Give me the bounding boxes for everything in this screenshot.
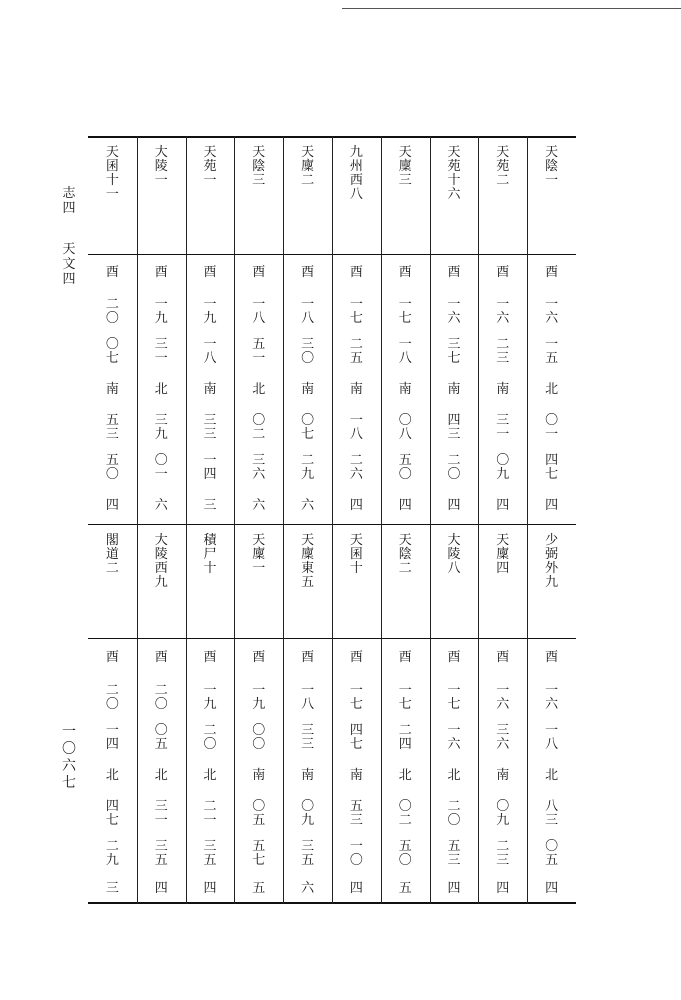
direction-cell: 酉 (154, 650, 168, 665)
value-cell: 一 八 (398, 337, 412, 366)
value-cell: 三 五 (203, 839, 217, 868)
direction-cell: 南 (496, 382, 510, 397)
direction-cell: 北 (105, 768, 119, 783)
value-cell: 一 五 (545, 337, 559, 366)
direction-cell: 北 (154, 768, 168, 783)
value-cell: 一 四 (203, 453, 217, 482)
value-cell: 〇 五 (545, 839, 559, 868)
value-cell: 四 (496, 881, 510, 896)
star-name-cell: 天 廩 四 (496, 533, 510, 576)
direction-cell: 北 (545, 382, 559, 397)
value-cell: 三 五 (154, 839, 168, 868)
value-cell: 二 〇 (105, 683, 119, 712)
value-cell: 〇 七 (301, 413, 315, 442)
value-cell: 六 (154, 498, 168, 513)
star-name-cell: 閣 道 二 (105, 533, 119, 576)
direction-cell: 酉 (203, 650, 217, 665)
value-cell: 一 六 (496, 683, 510, 712)
value-cell: 三 一 (154, 799, 168, 828)
value-cell: 一 七 (349, 297, 363, 326)
value-cell: 五 (252, 881, 266, 896)
value-cell: 三 三 (203, 413, 217, 442)
value-cell: 三 六 (496, 723, 510, 752)
star-name-cell: 積 尸 十 (203, 533, 217, 576)
star-name-cell: 天 苑 一 (203, 145, 217, 188)
direction-cell: 北 (398, 768, 412, 783)
value-cell: 四 (398, 498, 412, 513)
direction-cell: 酉 (447, 265, 461, 280)
value-cell: 〇 九 (496, 799, 510, 828)
value-cell: 二 〇 (447, 453, 461, 482)
value-cell: 四 (496, 498, 510, 513)
value-cell: 五 三 (349, 799, 363, 828)
value-cell: 〇 九 (496, 453, 510, 482)
header-volume: 志 四 (62, 186, 76, 216)
value-cell: 一 七 (349, 683, 363, 712)
value-cell: 五 〇 (105, 453, 119, 482)
value-cell: 四 (545, 881, 559, 896)
star-name-cell: 天 苑 二 (496, 145, 510, 188)
value-cell: 一 八 (545, 723, 559, 752)
value-cell: 六 (301, 881, 315, 896)
value-cell: 三 一 (154, 337, 168, 366)
header-section: 天 文 四 (62, 242, 76, 287)
value-cell: 五 七 (252, 839, 266, 868)
direction-cell: 酉 (398, 650, 412, 665)
value-cell: 一 四 (105, 723, 119, 752)
value-cell: 一 〇 (349, 839, 363, 868)
value-cell: 一 七 (398, 297, 412, 326)
direction-cell: 南 (252, 768, 266, 783)
value-cell: 二 〇 (447, 799, 461, 828)
direction-cell: 南 (105, 382, 119, 397)
direction-cell: 南 (398, 382, 412, 397)
value-cell: 三 三 (301, 723, 315, 752)
value-cell: 〇 〇 (252, 723, 266, 752)
value-cell: 二 〇 (105, 297, 119, 326)
value-cell: 一 九 (252, 683, 266, 712)
value-cell: 四 七 (105, 799, 119, 828)
value-cell: 三 六 (252, 453, 266, 482)
value-cell: 八 三 (545, 799, 559, 828)
value-cell: 二 三 (496, 337, 510, 366)
direction-cell: 南 (301, 382, 315, 397)
star-name-cell: 天 苑 十 六 (447, 145, 461, 202)
direction-cell: 酉 (545, 650, 559, 665)
direction-cell: 酉 (349, 265, 363, 280)
direction-cell: 酉 (447, 650, 461, 665)
value-cell: 四 (105, 498, 119, 513)
star-name-cell: 大 陵 八 (447, 533, 461, 576)
value-cell: 四 (447, 881, 461, 896)
value-cell: 一 九 (203, 297, 217, 326)
value-cell: 四 三 (447, 413, 461, 442)
value-cell: 〇 一 (154, 453, 168, 482)
direction-cell: 酉 (105, 650, 119, 665)
direction-cell: 酉 (105, 265, 119, 280)
value-cell: 四 (154, 881, 168, 896)
value-cell: 〇 一 (545, 413, 559, 442)
direction-cell: 酉 (252, 265, 266, 280)
star-name-cell: 天 囷 十 (349, 533, 363, 576)
direction-cell: 酉 (349, 650, 363, 665)
value-cell: 一 八 (203, 337, 217, 366)
value-cell: 四 (203, 881, 217, 896)
value-cell: 二 〇 (154, 683, 168, 712)
value-cell: 三 一 (496, 413, 510, 442)
value-cell: 三 〇 (301, 337, 315, 366)
value-cell: 五 三 (105, 413, 119, 442)
direction-cell: 南 (349, 382, 363, 397)
value-cell: 四 (349, 498, 363, 513)
value-cell: 一 八 (301, 683, 315, 712)
value-cell: 〇 九 (301, 799, 315, 828)
value-cell: 〇 二 (252, 413, 266, 442)
value-cell: 一 六 (496, 297, 510, 326)
direction-cell: 北 (252, 382, 266, 397)
value-cell: 〇 七 (105, 337, 119, 366)
direction-cell: 酉 (545, 265, 559, 280)
value-cell: 六 (301, 498, 315, 513)
direction-cell: 南 (349, 768, 363, 783)
value-cell: 一 八 (301, 297, 315, 326)
direction-cell: 南 (496, 768, 510, 783)
value-cell: 一 九 (154, 297, 168, 326)
direction-cell: 酉 (496, 265, 510, 280)
star-name-cell: 九 州 西 八 (349, 145, 363, 202)
star-name-cell: 天 廩 二 (301, 145, 315, 188)
direction-cell: 酉 (252, 650, 266, 665)
direction-cell: 酉 (496, 650, 510, 665)
value-cell: 二 三 (496, 839, 510, 868)
star-name-cell: 天 陰 一 (545, 145, 559, 188)
value-cell: 二 五 (349, 337, 363, 366)
direction-cell: 酉 (154, 265, 168, 280)
direction-cell: 北 (447, 768, 461, 783)
star-name-cell: 少 弼 外 九 (545, 533, 559, 590)
running-header (56, 186, 82, 313)
value-cell: 五 一 (252, 337, 266, 366)
star-name-cell: 天 廩 一 (252, 533, 266, 576)
value-cell: 一 六 (545, 297, 559, 326)
value-cell: 〇 八 (398, 413, 412, 442)
value-cell: 〇 五 (252, 799, 266, 828)
value-cell: 三 五 (301, 839, 315, 868)
value-cell: 四 (349, 881, 363, 896)
direction-cell: 北 (203, 768, 217, 783)
direction-cell: 北 (545, 768, 559, 783)
value-cell: 三 九 (154, 413, 168, 442)
value-cell: 六 (252, 498, 266, 513)
value-cell: 一 七 (398, 683, 412, 712)
value-cell: 四 七 (545, 453, 559, 482)
value-cell: 五 (398, 881, 412, 896)
star-name-cell: 大 陵 一 (154, 145, 168, 188)
direction-cell: 酉 (398, 265, 412, 280)
page-number: 一 〇 六 七 (62, 724, 76, 791)
value-cell: 〇 二 (398, 799, 412, 828)
star-name-cell: 天 囷 十 一 (105, 145, 119, 202)
value-cell: 〇 五 (154, 723, 168, 752)
value-cell: 一 八 (252, 297, 266, 326)
star-name-cell: 天 廩 三 (398, 145, 412, 188)
value-cell: 四 七 (349, 723, 363, 752)
top-rule (342, 8, 681, 9)
star-position-table (88, 136, 576, 904)
value-cell: 一 六 (447, 723, 461, 752)
value-cell: 五 三 (447, 839, 461, 868)
value-cell: 四 (545, 498, 559, 513)
value-cell: 四 (447, 498, 461, 513)
star-name-cell: 天 陰 二 (398, 533, 412, 576)
value-cell: 一 七 (447, 683, 461, 712)
value-cell: 一 九 (203, 683, 217, 712)
value-cell: 一 八 (349, 413, 363, 442)
direction-cell: 南 (447, 382, 461, 397)
value-cell: 二 一 (203, 799, 217, 828)
direction-cell: 酉 (301, 265, 315, 280)
value-cell: 二 六 (349, 453, 363, 482)
direction-cell: 酉 (301, 650, 315, 665)
value-cell: 二 四 (398, 723, 412, 752)
value-cell: 三 (105, 881, 119, 896)
value-cell: 二 〇 (203, 723, 217, 752)
value-cell: 五 〇 (398, 453, 412, 482)
direction-cell: 酉 (203, 265, 217, 280)
direction-cell: 南 (203, 382, 217, 397)
value-cell: 五 〇 (398, 839, 412, 868)
value-cell: 一 六 (545, 683, 559, 712)
star-name-cell: 大 陵 西 九 (154, 533, 168, 590)
value-cell: 三 (203, 498, 217, 513)
star-name-cell: 天 廩 東 五 (301, 533, 315, 590)
value-cell: 三 七 (447, 337, 461, 366)
direction-cell: 南 (301, 768, 315, 783)
star-name-cell: 天 陰 三 (252, 145, 266, 188)
value-cell: 二 九 (301, 453, 315, 482)
value-cell: 一 六 (447, 297, 461, 326)
value-cell: 二 九 (105, 839, 119, 868)
direction-cell: 北 (154, 382, 168, 397)
